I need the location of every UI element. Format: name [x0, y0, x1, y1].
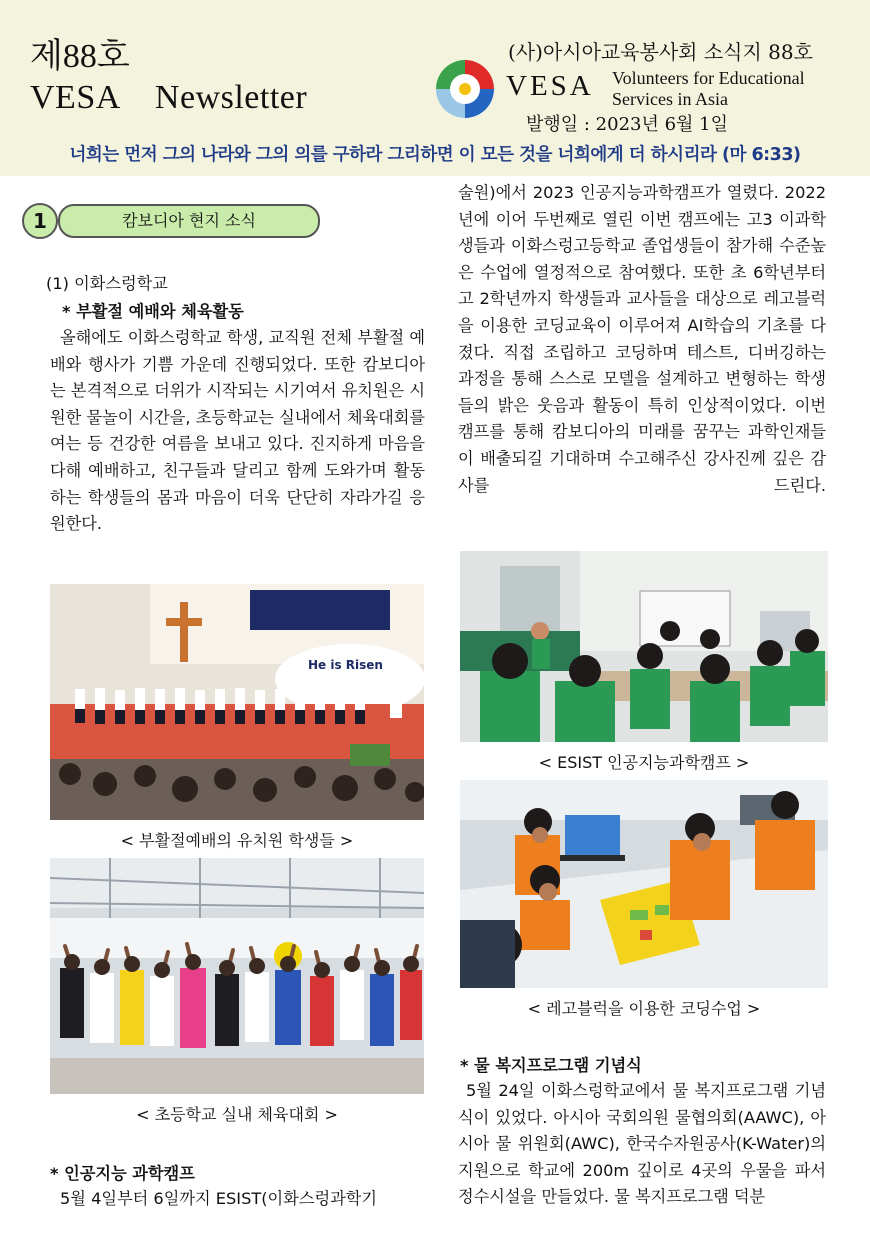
ai-camp-paragraph-start: 5월 4일부터 6일까지 ESIST(이화스렁과학기 [60, 1189, 378, 1208]
logo-wordmark: VESA [506, 70, 594, 102]
newsletter-header [0, 0, 870, 176]
lego-photo-caption: < 레고블럭을 이용한 코딩수업 > [527, 999, 761, 1018]
ai-camp-photo-caption: < ESIST 인공지능과학캠프 > [538, 753, 750, 772]
banner-text: He is Risen [308, 658, 383, 672]
publication-date: 발행일 : 2023년 6월 1일 [526, 114, 728, 135]
easter-paragraph: 올해에도 이화스렁학교 학생, 교직원 전체 부활절 예배와 행사가 기쁨 가운데 진행되었다. 또한 캄보디아는 본격적으로 더위가 시작되는 시기여서 유치원은 시원한 물놀이 시간을, 초등학교는 실내에서 체육대회를 여는 등 건강한 여름을 보내고 있다. 진지하게 마음을 다해 예배하고, 친구들과 달리고 함께 도와가며 활동하는 학생들의 몸과 마음이 더욱 단단히 자라가길 응원한다. [50, 328, 425, 534]
ai-camp-heading: * 인공지능 과학캠프 [50, 1164, 195, 1183]
school-heading: (1) 이화스렁학교 [46, 274, 168, 293]
bible-verse: 너희는 먼저 그의 나라와 그의 의를 구하라 그리하면 이 모든 것을 너희에게 더 하시리라 (마 6:33) [69, 145, 801, 165]
newsletter-title: VESA Newsletter [30, 79, 308, 116]
lego-coding-photo [460, 780, 828, 988]
logo-fullname-line2: Services in Asia [612, 89, 728, 109]
easter-photo-caption: < 부활절예배의 유치원 학생들 > [120, 831, 354, 850]
ai-camp-photo [460, 551, 828, 742]
organization-line: (사)아시아교육봉사회 소식지 88호 [508, 40, 813, 64]
ai-camp-paragraph-cont [458, 180, 826, 499]
section-number-badge: 1 [22, 203, 58, 239]
water-program-heading: * 물 복지프로그램 기념식 [460, 1056, 642, 1075]
water-program-paragraph: 5월 24일 이화스렁학교에서 물 복지프로그램 기념식이 있었다. 아시아 국회의원 물협의회(AAWC), 아시아 물 위원회(AWC), 한국수자원공사(K-Water)의 지원으로 학교에 200m 깊이로 4곳의 우물을 파서 정수시설을 만들었다. 물 복지프로그램 덕분 [458, 1081, 826, 1207]
logo-fullname-line1: Volunteers for Educational [612, 68, 805, 88]
sports-photo-caption: < 초등학교 실내 체육대회 > [136, 1105, 338, 1124]
vesa-logo-icon [434, 58, 496, 120]
easter-heading: * 부활절 예배와 체육활동 [62, 302, 244, 321]
issue-number: 제88호 [30, 38, 130, 75]
logo-fullname [612, 68, 805, 110]
sports-day-photo [50, 858, 424, 1094]
ai-camp-text: 술원)에서 2023 인공지능과학캠프가 열렸다. 2022년에 이어 두번째로 열린 이번 캠프에는 고3 이과학생들과 이화스렁고등학교 졸업생들이 참가해 수준높은 수업에 열정적으로 참여했다. 또한 초 6학년부터 고 2학년까지 학생들과 교사들을 대상으로 레고블럭을 이용한 코딩교육이 이루어져 AI학습의 기초를 다졌다. 직접 조립하고 코딩하며 테스트, 디버깅하는 과정을 통해 스스로 모델을 설계하고 변형하는 학생들의 밝은 웃음과 활동이 특히 인상적이었다. 이번 캠프를 통해 캄보디아의 미래를 꿈꾸는 과학인재들이 배출되길 기대하며 수고해주신 강사진께 깊은 감사를 드린다. [458, 183, 826, 495]
section-title: 캄보디아 현지 소식 [58, 204, 320, 238]
easter-worship-photo [50, 584, 424, 820]
